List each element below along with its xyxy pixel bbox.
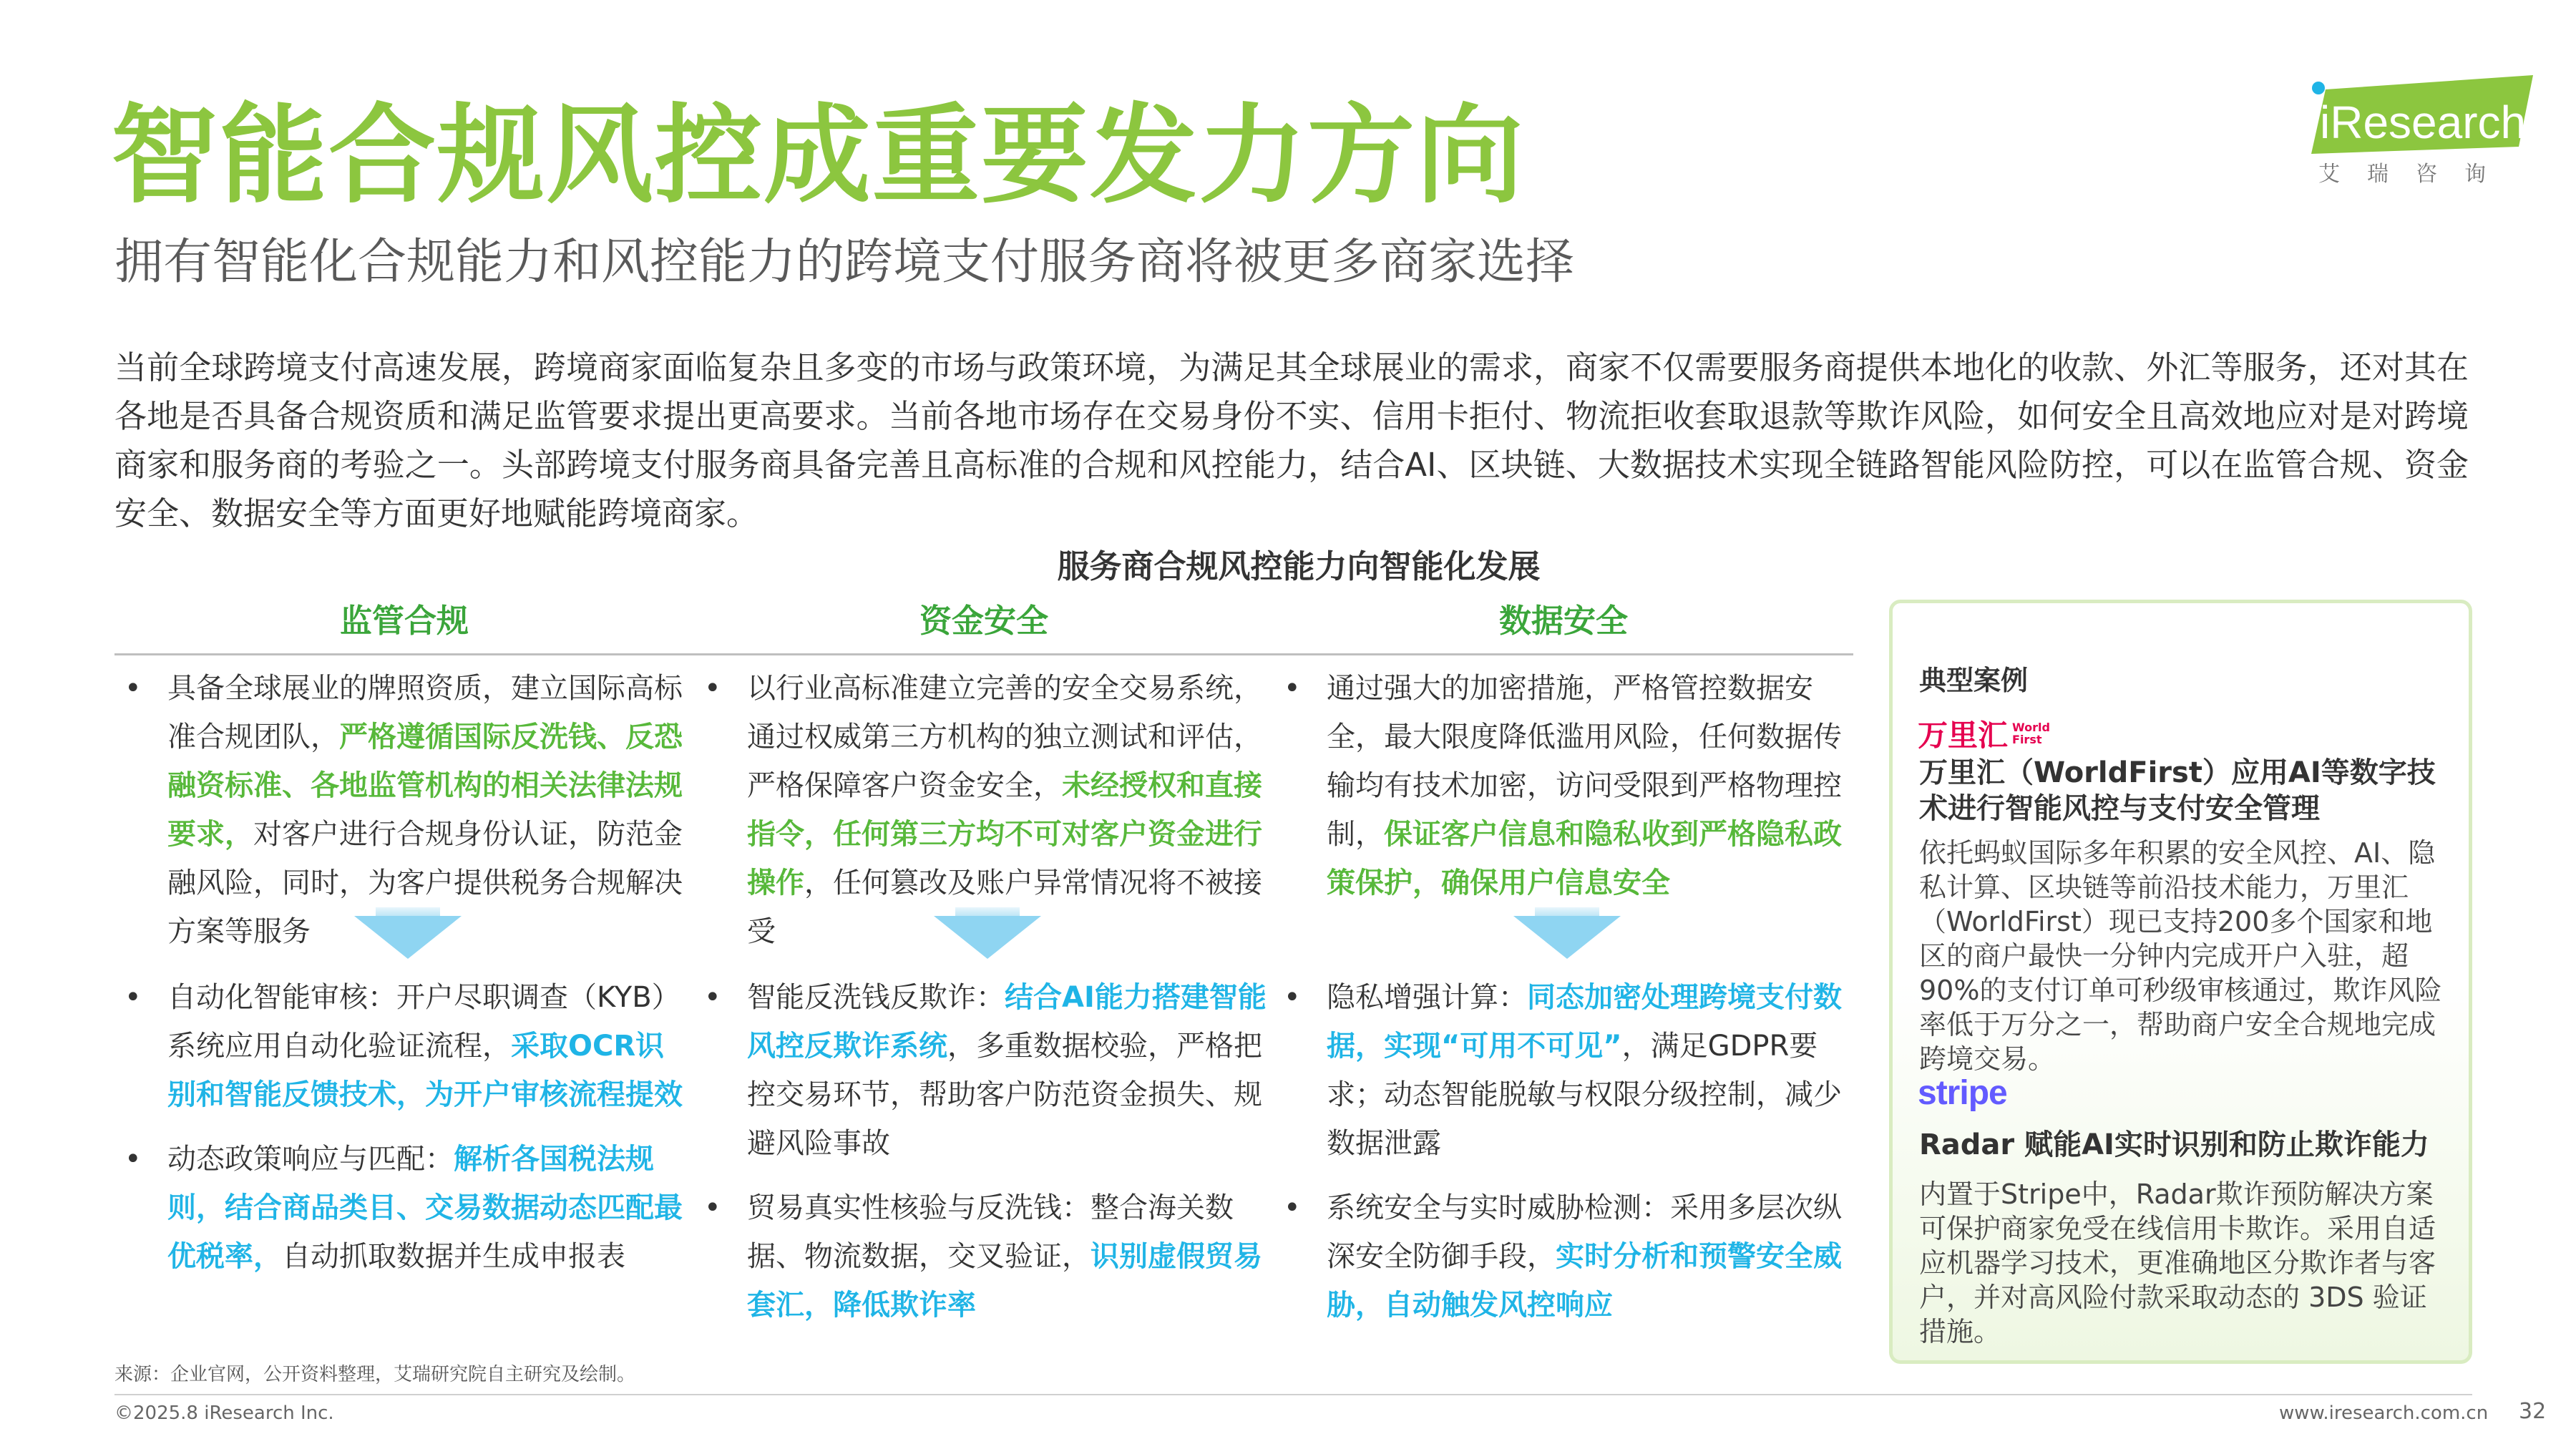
- bullet-item: [694, 973, 1267, 1168]
- col2-bottom-block: [694, 973, 1267, 1330]
- footer-divider: [114, 1394, 2472, 1395]
- highlight-text: 采取OCR识别和智能反馈技术，为开户审核流程提效: [167, 1030, 683, 1111]
- bullet-dot-icon: •: [704, 672, 721, 705]
- body-text: ，多重数据校验，严格把控交易环节，帮助客户防范资金损失、规避风险事故: [747, 1030, 1262, 1160]
- body-text: 以行业高标准建立完善的安全交易系统，通过权威第三方机构的独立测试和评估，严格保障客户资金安全，: [747, 672, 1262, 802]
- highlight-text: 同态加密处理跨境支付数据，实现“可用不可见”: [1327, 981, 1842, 1063]
- highlight-text: 解析各国税法规则，结合商品类目、交易数据动态匹配最优税率，: [167, 1143, 683, 1273]
- bullet-dot-icon: •: [125, 981, 142, 1014]
- highlight-text: 实时分析和预警安全威胁，自动触发风控响应: [1327, 1240, 1842, 1322]
- bullet-dot-icon: •: [1284, 672, 1301, 705]
- body-text: 贸易真实性核验与反洗钱：整合海关数据、物流数据，交叉验证，: [747, 1191, 1234, 1273]
- highlight-text: 严格遵循国际反洗钱、反恐融资标准、各地监管机构的相关法律法规要求，: [167, 721, 683, 851]
- body-text: ，任何篡改及账户异常情况将不被接受: [747, 867, 1262, 948]
- heading-divider: [114, 653, 1853, 655]
- highlight-text: 结合AI能力搭建智能风控反欺诈系统: [747, 981, 1267, 1063]
- body-text: 自动抓取数据并生成申报表: [282, 1240, 625, 1273]
- body-text: 系统安全与实时威胁检测：采用多层次纵深安全防御手段，: [1327, 1191, 1842, 1273]
- body-text: 自动化智能审核：开户尽职调查（KYB）系统应用自动化验证流程，: [167, 981, 680, 1063]
- col3-bottom-block: [1274, 973, 1853, 1330]
- page-number: 32: [2519, 1399, 2547, 1424]
- case-box-title: 典型案例: [1919, 665, 2029, 696]
- body-text: 隐私增强计算：: [1327, 981, 1527, 1014]
- intro-paragraph: 当前全球跨境支付高速发展，跨境商家面临复杂且多变的市场与政策环境，为满足其全球展业的需求，商家不仅需要服务商提供本地化的收款、外汇等服务，还对其在各地是否具备合规资质和满足监管要求提出更高要求。当前各地市场存在交易身份不实、信用卡拒付、物流拒收套取退款等欺诈风险，如何安全且高效地应对是对跨境商家和服务商的考验之一。头部跨境支付服务商具备完善且高标准的合规和风控能力，结合AI、区块链、大数据技术实现全链路智能风险防控，可以在监管合规、资金安全、数据安全等方面更好地赋能跨境商家。: [114, 348, 2469, 532]
- body-text: 动态政策响应与匹配：: [167, 1143, 454, 1176]
- column-heading: 资金安全: [919, 602, 1048, 640]
- bullet-dot-icon: •: [125, 672, 142, 705]
- copyright: ©2025.8 iResearch Inc.: [114, 1402, 334, 1424]
- highlight-text: 未经授权和直接指令，任何第三方均不可对客户资金进行操作: [747, 769, 1262, 899]
- page-subtitle: 拥有智能化合规能力和风控能力的跨境支付服务商将被更多商家选择: [114, 234, 1575, 291]
- bullet-item: [114, 973, 687, 1119]
- worldfirst-logo-en: [2012, 721, 2050, 746]
- logo-text: iResearch: [2320, 97, 2527, 148]
- case2-body: 内置于Stripe中，Radar欺诈预防解决方案可保护商家免受在线信用卡欺诈。采用自适应机器学习技术，更准确地区分欺诈者与客户，并对高风险付款采取动态的 3DS 验证措施。: [1919, 1179, 2436, 1347]
- section-heading: 服务商合规风控能力向智能化发展: [1057, 547, 1541, 585]
- case1-headline: 万里汇（WorldFirst）应用AI等数字技术进行智能风控与支付安全管理: [1919, 756, 2436, 825]
- bullet-dot-icon: •: [1284, 981, 1301, 1014]
- column-heading: 数据安全: [1498, 602, 1628, 640]
- case1-body: 依托蚂蚁国际多年积累的安全风控、AI、隐私计算、区块链等前沿技术能力，万里汇（WorldFirst）现已支持200多个国家和地区的商户最快一分钟内完成开户入驻，超90%的支付订单可秒级审核通过，欺诈风险率低于万分之一，帮助商户安全合规地完成跨境交易。: [1919, 837, 2442, 1075]
- column-heading: 监管合规: [339, 602, 469, 640]
- bullet-dot-icon: •: [704, 1191, 721, 1224]
- body-text: ，满足GDPR要求；动态智能脱敏与权限分级控制，减少数据泄露: [1327, 1030, 1842, 1160]
- column-regulatory-compliance: [122, 600, 687, 643]
- column-fund-security: [701, 600, 1267, 643]
- worldfirst-logo-en-2: First: [2012, 733, 2042, 746]
- worldfirst-logo-cn: 万里汇: [1918, 718, 2009, 753]
- bullet-item: [1274, 1184, 1853, 1330]
- body-text: 通过强大的加密措施，严格管控数据安全，最大限度降低滥用风险，任何数据传输均有技术加密，访问受限到严格物理控制，: [1327, 672, 1842, 851]
- bullet-item: [114, 1135, 687, 1281]
- bullet-dot-icon: •: [125, 1143, 142, 1176]
- case2-headline: Radar 赋能AI实时识别和防止欺诈能力: [1919, 1128, 2429, 1161]
- bullet-item: [1274, 973, 1853, 1168]
- stripe-logo: stripe: [1918, 1074, 2007, 1112]
- body-text: 对客户进行合规身份认证，防范金融风险，同时，为客户提供税务合规解决方案等服务: [167, 818, 683, 948]
- worldfirst-logo-en-1: World: [2012, 721, 2050, 734]
- website-url: www.iresearch.com.cn: [2279, 1402, 2489, 1424]
- column-data-security: [1281, 600, 1846, 643]
- bullet-item: [1274, 664, 1853, 907]
- down-arrow-icon: [927, 907, 1048, 965]
- worldfirst-logo: [1918, 716, 2050, 751]
- body-text: 智能反洗钱反欺诈：: [747, 981, 1005, 1014]
- bullet-dot-icon: •: [704, 981, 721, 1014]
- page-title: 智能合规风控成重要发力方向: [111, 94, 1526, 218]
- col3-top-block: [1274, 664, 1853, 907]
- down-arrow-icon: [1506, 907, 1628, 965]
- highlight-text: 保证客户信息和隐私收到严格隐私政策保护，确保用户信息安全: [1327, 818, 1842, 899]
- body-text: 具备全球展业的牌照资质，建立国际高标准合规团队，: [167, 672, 683, 753]
- logo-tagline: 艾瑞咨询: [2318, 162, 2513, 187]
- bullet-item: [694, 1184, 1267, 1330]
- bullet-dot-icon: •: [1284, 1191, 1301, 1224]
- col1-bottom-block: [114, 973, 687, 1281]
- highlight-text: 识别虚假贸易套汇，降低欺诈率: [747, 1240, 1262, 1322]
- down-arrow-icon: [347, 907, 469, 965]
- source-note: 来源：企业官网，公开资料整理，艾瑞研究院自主研究及绘制。: [114, 1364, 636, 1385]
